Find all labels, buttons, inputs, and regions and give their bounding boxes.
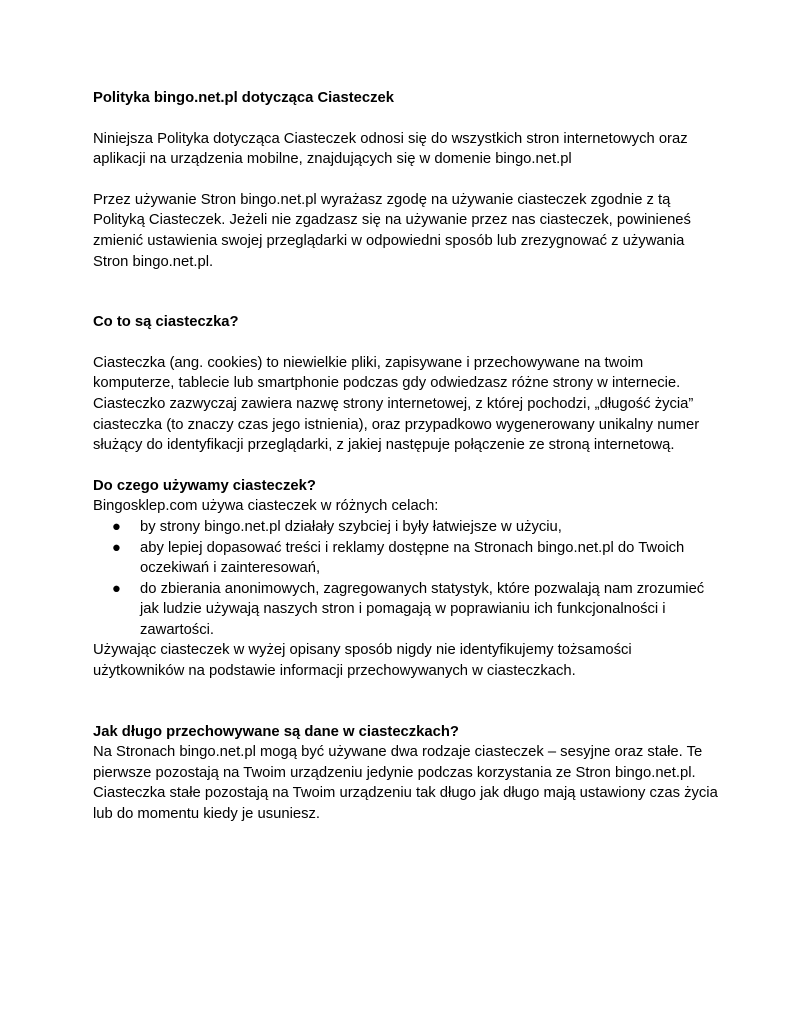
list-item-text: do zbierania anonimowych, zagregowanych statystyk, które pozwalają nam zrozumieć jak ludzie używają naszych stron i pomagają w poprawianiu ich funkcjonalności i zawartości. <box>140 580 705 638</box>
list-item <box>93 579 723 641</box>
what-are-cookies-paragraph: Ciasteczka (ang. cookies) to niewielkie pliki, zapisywane i przechowywane na twoim komputerze, tablecie lub smartphonie podczas gdy odwiedzasz różne strony w internecie. Ciasteczko zazwyczaj zawiera nazwę strony internetowej, z której pochodzi, „długość życia” ciasteczka (to znaczy czas jego istnienia), oraz przypadkowo wygenerowany unikalny numer służący do identyfikacji przeglądarki, z jakiej następuje połączenie ze stroną internetową. <box>93 354 700 454</box>
cookie-duration-paragraph: Na Stronach bingo.net.pl mogą być używane dwa rodzaje ciasteczek – sesyjne oraz stałe. Te pierwsze pozostają na Twoim urządzeniu jedynie podczas korzystania ze Stron bingo.net.pl. Ciasteczka stałe pozostają na Twoim urządzeniu tak długo jak długo mają ustawiony czas życia lub do momentu kiedy je usuniesz. <box>93 744 718 823</box>
list-item-text: aby lepiej dopasować treści i reklamy dostępne na Stronach bingo.net.pl do Twoich oczekiwań i zainteresowań, <box>140 539 685 577</box>
list-item-text: by strony bingo.net.pl działały szybciej i były łatwiejsze w użyciu, <box>140 518 562 535</box>
bullet-icon: ● <box>112 518 121 535</box>
agreement-paragraph: Przez używanie Stron bingo.net.pl wyrażasz zgodę na używanie ciasteczek zgodnie z tą Polityką Ciasteczek. Jeżeli nie zgadzasz się na używanie przez nas ciasteczek, powinieneś zmienić ustawienia swojej przeglądarki w odpowiedni sposób lub zrezygnować z używania Stron bingo.net.pl. <box>93 191 691 270</box>
list-item <box>93 517 723 538</box>
cookie-usage-list <box>93 517 723 641</box>
what-are-cookies-heading: Co to są ciasteczka? <box>93 314 239 331</box>
cookie-usage-lead: Bingosklep.com używa ciasteczek w różnych celach: <box>93 498 439 515</box>
document-title: Polityka bingo.net.pl dotycząca Ciasteczek <box>93 90 394 106</box>
list-item <box>93 538 723 579</box>
bullet-icon: ● <box>112 539 121 556</box>
cookie-duration-heading: Jak długo przechowywane są dane w ciasteczkach? <box>93 723 459 740</box>
bullet-icon: ● <box>112 580 121 597</box>
cookie-usage-heading: Do czego używamy ciasteczek? <box>93 477 316 494</box>
cookie-usage-closing: Używając ciasteczek w wyżej opisany sposób nigdy nie identyfikujemy tożsamości użytkowników na podstawie informacji przechowywanych w ciasteczkach. <box>93 642 632 680</box>
intro-paragraph: Niniejsza Polityka dotycząca Ciasteczek odnosi się do wszystkich stron internetowych oraz aplikacji na urządzenia mobilne, znajdujących się w domenie bingo.net.pl <box>93 130 688 168</box>
document-page <box>93 88 723 825</box>
